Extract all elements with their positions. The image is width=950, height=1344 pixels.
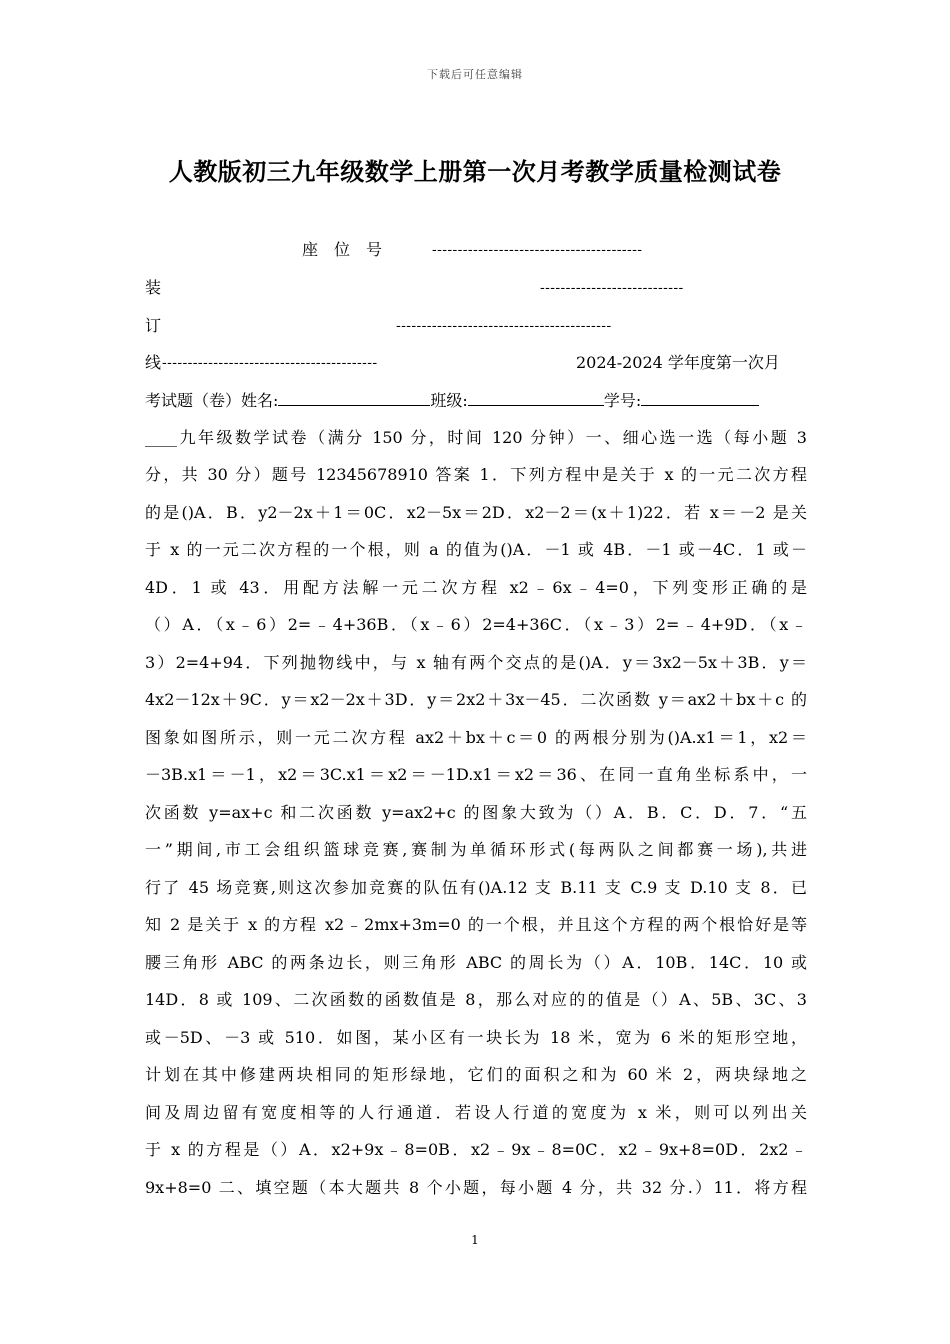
body-line: 3）2=4+94．下列抛物线中，与 x 轴有两个交点的是()A．y＝3x2－5x＋3B．y＝ <box>145 653 807 672</box>
body-line: ____九年级数学试卷（满分 150 分，时间 120 分钟）一、细心选一选（每小题 3 <box>145 428 807 447</box>
header-note: 下载后可任意编辑 <box>427 68 523 81</box>
seat-label: 座位号 <box>302 240 399 259</box>
school-year-text: 2024-2024 学年度第一次月 <box>576 353 780 372</box>
page-number: 1 <box>471 1233 479 1247</box>
body-line: 一”期间,市工会组织篮球竞赛,赛制为单循环形式(每两队之间都赛一场),共进 <box>145 840 807 859</box>
student-id-blank <box>641 387 759 406</box>
body-line: 分，共 30 分）题号 12345678910 答案 1．下列方程中是关于 x 的一元二次方程 <box>145 465 807 484</box>
body-line: 知 2 是关于 x 的方程 x2﹣2mx+3m=0 的一个根，并且这个方程的两个根恰好是等 <box>145 915 807 934</box>
class-blank <box>468 387 604 406</box>
body-line: 于 x 的一元二次方程的一个根，则 a 的值为()A．－1 或 4B．－1 或－4C．1 或－ <box>145 540 807 559</box>
binding-char-xian: 线 <box>145 353 162 372</box>
body-line: 图象如图所示，则一元二次方程 ax2＋bx＋c＝0 的两根分别为()A.x1＝1，x2＝ <box>145 728 807 747</box>
body-line: （）A．（x﹣6）2=﹣4+36B．（x﹣6）2=4+36C．（x﹣3）2=﹣4+9D．（x﹣ <box>145 615 807 634</box>
body-line: 计划在其中修建两块相同的矩形绿地，它们的面积之和为 60 米 2，两块绿地之 <box>145 1065 807 1084</box>
body-line: 4D．1 或 43．用配方法解一元二次方程 x2﹣6x﹣4=0，下列变形正确的是 <box>145 578 807 597</box>
binding-dashes-xian: ------------------------------------------ <box>162 355 378 371</box>
binding-dashes-zhuang: ---------------------------- <box>540 280 684 296</box>
body-line: 行了 45 场竞赛,则这次参加竞赛的队伍有()A.12 支 B.11 支 C.9 支 D.10 支 8．已 <box>145 878 807 897</box>
seat-dashes: ----------------------------------------- <box>432 242 643 258</box>
name-blank <box>278 387 430 406</box>
body-line: 或－5D、－3 或 510．如图，某小区有一块长为 18 米，宽为 6 米的矩形空地， <box>145 1028 807 1047</box>
body-line: 次函数 y=ax+c 和二次函数 y=ax2+c 的图象大致为（）A．B．C．D．7．“五 <box>145 803 807 822</box>
body-line: 9x+8=0 二、填空题（本大题共 8 个小题，每小题 4 分，共 32 分.）11．将方程 <box>145 1178 807 1197</box>
page-title: 人教版初三九年级数学上册第一次月考教学质量检测试卷 <box>168 157 782 186</box>
body-line: 间及周边留有宽度相等的人行通道．若设人行道的宽度为 x 米，则可以列出关 <box>145 1103 807 1122</box>
class-label: 班级: <box>430 391 468 410</box>
student-info-row <box>145 387 807 413</box>
binding-char-zhuang: 装 <box>145 278 162 297</box>
body-line: 14D．8 或 109、二次函数的函数值是 8，那么对应的的值是（）A、5B、3C、3 <box>145 990 807 1009</box>
exam-name-label: 考试题（卷）姓名: <box>145 391 279 410</box>
body-line: －3B.x1＝－1，x2＝3C.x1＝x2＝－1D.x1＝x2＝36、在同一直角坐标系中，一 <box>145 765 807 784</box>
binding-char-ding: 订 <box>145 316 162 335</box>
student-id-label: 学号: <box>603 391 642 410</box>
body-line: 的是()A．B．y2－2x＋1＝0C．x2－5x＝2D．x2－2＝(x＋1)22．若 x＝－2 是关 <box>145 503 807 522</box>
body-line: 于 x 的方程是（）A．x2+9x﹣8=0B．x2﹣9x﹣8=0C．x2﹣9x+8=0D．2x2﹣ <box>145 1140 807 1159</box>
body-line: 4x2－12x＋9C．y＝x2－2x＋3D．y＝2x2＋3x－45．二次函数 y＝ax2＋bx＋c 的 <box>145 690 807 709</box>
binding-dashes-ding: ------------------------------------------ <box>396 318 612 334</box>
body-line: 腰三角形 ABC 的两条边长，则三角形 ABC 的周长为（）A．10B．14C．10 或 <box>145 953 807 972</box>
